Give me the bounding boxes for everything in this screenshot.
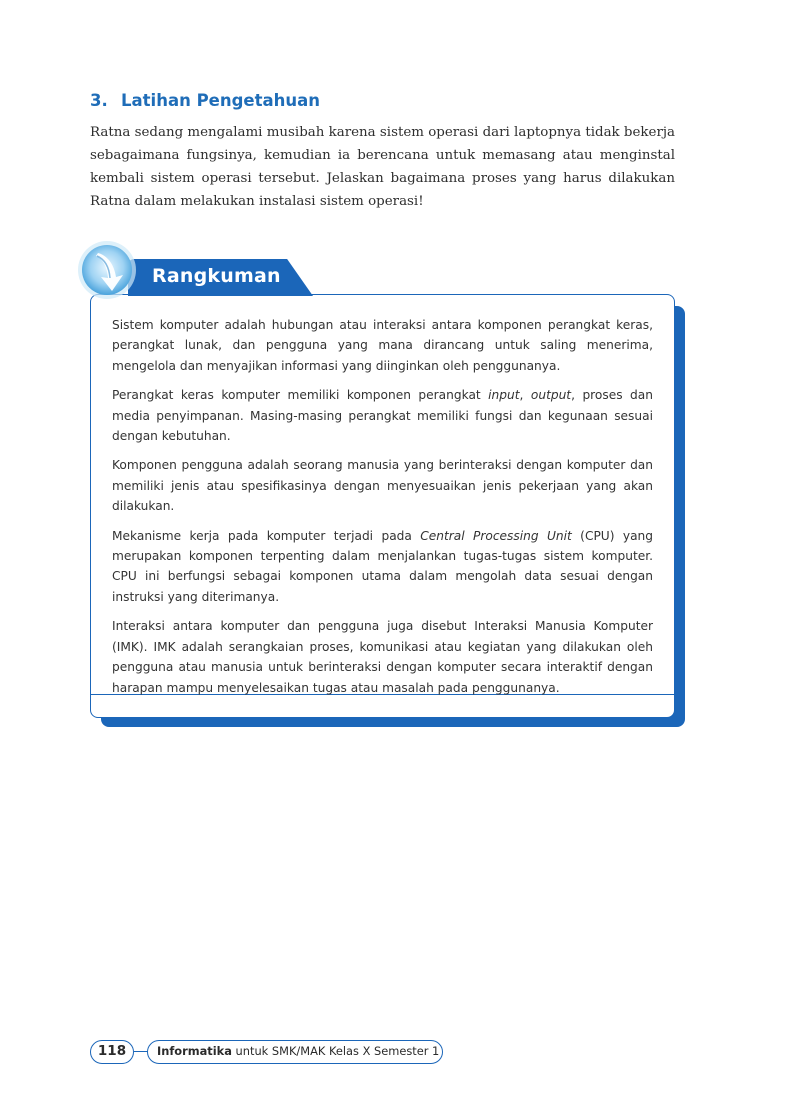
section-number: 3.: [90, 91, 108, 110]
summary-body: [112, 315, 653, 707]
summary-title: Rangkuman: [152, 265, 281, 287]
summary-paragraph: Sistem komputer adalah hubungan atau interaksi antara komponen perangkat keras, perangkat lunak, dan pengguna yang mana dirancang untuk saling menerima, mengelola dan menyajikan informasi yang diinginkan oleh penggunanya.: [112, 318, 653, 373]
summary-paragraph: Perangkat keras komputer memiliki komponen perangkat input, output, proses dan media penyimpanan. Masing-masing perangkat memiliki fungsi dan kegunaan sesuai dengan kebutuhan.: [112, 388, 653, 444]
summary-paragraph: Mekanisme kerja pada komputer terjadi pada Central Processing Unit (CPU) yang merupakan komponen terpenting dalam menjalankan tugas-tugas sistem komputer. CPU ini berfungsi sebagai komponen utama dalam mengolah data sesuai dengan instruksi yang diterimanya.: [112, 528, 654, 604]
section-title: Latihan Pengetahuan: [121, 91, 320, 110]
exercise-question: Ratna sedang mengalami musibah karena sistem operasi dari laptopnya tidak bekerja sebagaimana fungsinya, kemudian ia berencana untuk memasang atau menginstal kembali sistem operasi tersebut. Jelaskan bagaimana proses yang harus dilakukan Ratna dalam melakukan instalasi sistem operasi!: [90, 125, 676, 209]
book-title: Informatika untuk SMK/MAK Kelas X Semester 1: [147, 1040, 443, 1064]
page-footer: [90, 1040, 445, 1064]
footer-connector: [134, 1051, 148, 1052]
summary-paragraph: Interaksi antara komputer dan pengguna juga disebut Interaksi Manusia Komputer (IMK). IMK adalah serangkaian proses, komunikasi atau kegiatan yang dilakukan oleh pengguna atau manusia untuk berinteraksi dengan komputer secara interaktif dengan harapan mampu menyelesaikan tugas atau masalah pada penggunanya.: [112, 619, 653, 695]
section-heading: [90, 91, 320, 110]
summary-paragraph: Komponen pengguna adalah seorang manusia yang berinteraksi dengan komputer dan memiliki jenis atau spesifikasinya dengan menyesuaikan jenis pekerjaan yang akan dilakukan.: [112, 458, 653, 514]
download-arrow-icon: [76, 237, 142, 307]
page-number: 118: [90, 1040, 134, 1064]
